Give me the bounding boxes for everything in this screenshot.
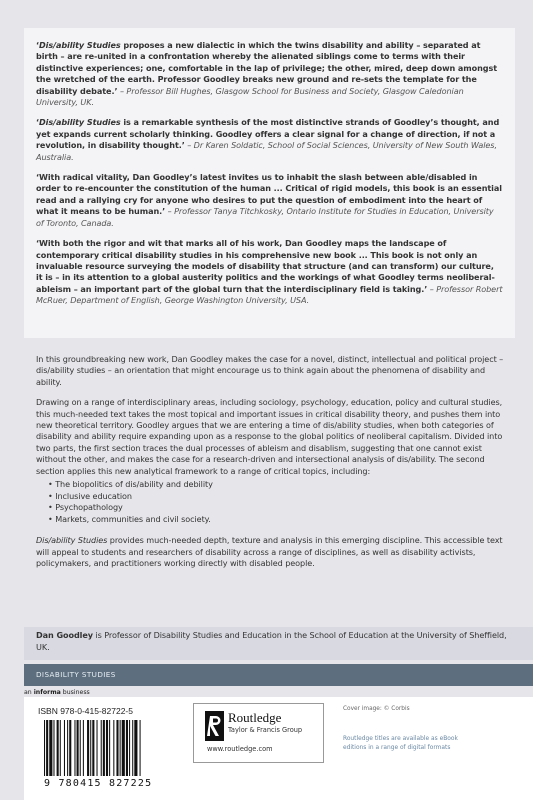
informa-tag [24,689,90,696]
review-4 [36,238,503,306]
topics-list [48,479,506,525]
review-quote: proposes a new dialectic in which the twins disability and ability – separated at birth – are re-united in a confrontation whereby the alienated siblings come to terms with their distinctive experiences; one, comfortable in the lap of privilege; the other, mired, deep down amongst the wretched of the earth. Professor Goodley breaks new ground and re-sets the template for the disability debate.’ [36,40,498,96]
author-bio-text: is Professor of Disability Studies and Education in the School of Education at the University of Sheffield, UK. [36,630,507,652]
barcode [42,720,184,782]
cover-credit: Cover image: © Corbis [343,706,410,712]
series-bar [24,664,533,686]
book-title-italic: Dis/ability Studies [39,40,121,50]
book-title-italic: Dis/ability Studies [39,117,121,128]
publisher-name: Routledge [228,710,282,725]
author-bio [24,627,533,660]
author-name: Dan Goodley [36,630,93,640]
open-quote: ‘ [36,40,39,50]
informa-suffix: business [60,689,90,696]
informa-prefix: an [24,689,34,696]
isbn-label: ISBN 978-0-415-82722-5 [38,706,133,716]
book-title-italic: Dis/ability Studies [36,535,108,546]
barcode-number: 9 780415 827225 [44,778,153,789]
routledge-logo-icon [205,711,224,741]
reviews-panel [24,28,515,338]
topic-item: • Inclusive education [48,491,506,503]
blurb-intro: In this groundbreaking new work, Dan Goodley makes the case for a novel, distinct, intellectual and political project – dis/ability studies – an orientation that might encourage us to think again about the phenomena of disability and ability. [36,354,504,387]
review-3 [36,172,503,229]
blurb-closing [36,535,506,569]
review-source: – Dr Karen Soldatic, School of Social Sciences, University of New South Wales, Australia. [36,140,497,162]
publisher-url[interactable]: www.routledge.com [207,745,273,753]
review-1 [36,40,503,108]
topic-item: • Markets, communities and civil society. [48,514,506,526]
review-quote: ‘With both the rigor and wit that marks all of his work, Dan Goodley maps the landscape of contemporary critical disability studies in his comprehensive new book ... This book is not only an invaluable resource surveying the models of disability that structure (and can transform) our culture, it is – in its attention to a global austerity politics and the workings of what Goodley terms neoliberal-ableism – an important part of the global turn that the interdisciplinary field is taking.’ [36,238,495,294]
review-source: – Professor Tanya Titchkosky, Ontario Institute for Studies in Education, University of Toronto, Canada. [36,206,494,228]
publisher-group: Taylor & Francis Group [228,726,303,734]
blurb-drawing: Drawing on a range of interdisciplinary areas, including sociology, psychology, education, policy and cultural studies, this much-needed text takes the most topical and important issues in critical disability theory, and pushes them into new theoretical territory. Goodley argues that we are entering a time of dis/ability studies, when both categories of disability and ability require expanding upon as a response to the global politics of neoliberal capitalism. Divided into two parts, the first section traces the dual processes of ableism and disablism, suggesting that one cannot exist without the other, and makes the case for a research-driven and intersectional analysis of dis/ability. The second section applies this new analytical framework to a range of critical topics, including: [36,397,503,476]
topic-item: • The biopolitics of dis/ability and debility [48,479,506,491]
series-label: DISABILITY STUDIES [36,670,116,679]
ebook-note: Routledge titles are available as eBook editions in a range of digital formats [343,736,458,751]
blurb [36,354,506,579]
topic-item: • Psychopathology [48,502,506,514]
review-source: – Professor Bill Hughes, Glasgow School for Business and Society, Glasgow Caledonian University, UK. [36,85,464,108]
open-quote: ‘ [36,117,39,128]
review-quote: ‘With radical vitality, Dan Goodley’s latest invites us to inhabit the slash between able/disabled in order to re-encounter the constitution of the human ... Critical of rigid models, this book is an essential read and a rallying cry for anyone who desires to put the question of embodiment into the heart of what it means to be human.’ [36,172,502,217]
review-source: – Professor Robert McRuer, Department of English, George Washington University, USA. [36,283,503,306]
closing-text: provides much-needed depth, texture and analysis in this emerging discipline. This accessible text will appeal to students and researchers of disability across a range of disciplines, as well as disability activists, policymakers, and practitioners working directly with disabled people. [36,535,503,569]
review-quote: is a remarkable synthesis of the most distinctive strands of Goodley’s thought, and yet expands current scholarly thinking. Goodley offers a clear signal for a change of direction, if not a revolution, in disability thought.’ [36,117,500,151]
informa-brand: informa [33,689,61,696]
review-2 [36,117,503,163]
